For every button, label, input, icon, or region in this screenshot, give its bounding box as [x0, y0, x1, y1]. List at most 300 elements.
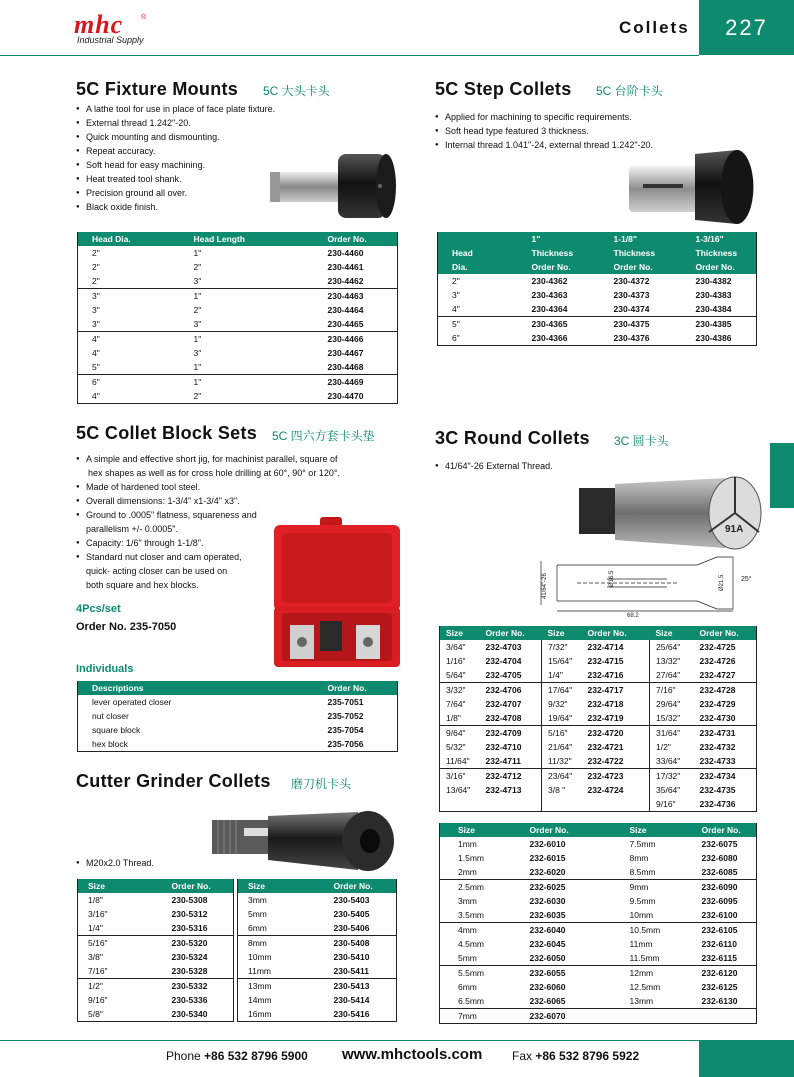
- individuals-label: Individuals: [76, 663, 134, 675]
- col-header: Thickness: [518, 246, 600, 260]
- table-cell: 230-4376: [613, 333, 650, 343]
- col-header: Order No.: [314, 681, 398, 695]
- table-cell: 232-4729: [699, 699, 736, 709]
- metric-collets-rows: [440, 837, 757, 1024]
- table-row: [440, 994, 757, 1009]
- table-cell: 19/64": [542, 711, 584, 726]
- table-row: [440, 726, 757, 741]
- page-number: 227: [699, 0, 794, 55]
- table-cell: 230-5413: [320, 979, 397, 994]
- collet-head-marking: 91A: [725, 524, 744, 535]
- table-cell: 230-4382: [695, 276, 732, 286]
- table-cell: 7/64": [446, 699, 466, 709]
- table-row: [440, 837, 757, 851]
- table-cell: 10.5mm: [616, 923, 688, 938]
- table-row: [238, 1007, 397, 1022]
- table-cell: 10mm: [629, 910, 654, 920]
- brand-subtitle: Industrial Supply: [77, 35, 144, 45]
- table-cell: 1": [193, 362, 202, 372]
- table-cell: 4": [78, 332, 180, 347]
- table-row: [440, 711, 757, 726]
- set-quantity-label: 4Pcs/set: [76, 603, 121, 615]
- table-cell: 15/64": [542, 654, 584, 668]
- table-cell: 1/2": [650, 740, 696, 754]
- table-cell: 1.5mm: [458, 853, 484, 863]
- table-cell: 6": [78, 375, 180, 390]
- fixture-mount-image: [268, 150, 398, 222]
- table-cell: 230-5403: [333, 895, 370, 905]
- table-cell: 3": [193, 276, 202, 286]
- table-cell: 232-4735: [699, 785, 736, 795]
- col-header: Order No.: [314, 232, 398, 246]
- table-cell: 9/64": [440, 726, 482, 741]
- table-cell: 232-6105: [688, 923, 757, 938]
- table-cell: 9.5mm: [629, 896, 656, 906]
- table-row: [440, 980, 757, 994]
- table-row: [238, 921, 397, 936]
- table-cell: 232-4709: [482, 726, 542, 741]
- step-collets-features: [435, 110, 705, 152]
- table-cell: 3/16": [440, 769, 482, 784]
- table-cell: 232-6055: [516, 966, 616, 981]
- table-cell: 1": [180, 332, 314, 347]
- table-cell: 232-6015: [529, 853, 566, 863]
- table-cell: 232-6090: [688, 880, 757, 895]
- table-cell: 232-4714: [587, 642, 624, 652]
- table-cell: 8mm: [238, 936, 320, 951]
- table-cell: 230-5312: [171, 909, 208, 919]
- table-cell: 5/16": [542, 726, 584, 741]
- col-header: Descriptions: [78, 681, 314, 695]
- table-cell: 230-4373: [613, 290, 650, 300]
- table-row: [238, 936, 397, 951]
- taper-angle: 25°: [741, 576, 752, 583]
- table-cell: 232-6060: [529, 982, 566, 992]
- table-cell: 232-6075: [701, 839, 738, 849]
- table-row: [78, 317, 398, 332]
- table-cell: 232-4706: [482, 683, 542, 698]
- table-cell: 232-6080: [701, 853, 738, 863]
- feature-item: ● M20x2.0 Thread.: [76, 856, 276, 870]
- metric-collets-table: [439, 823, 757, 1024]
- feature-item: ● A simple and effective short jig, for machinist parallel, square of hex shapes as well as for cross hole drilling at 60°, 90° or 120°.: [76, 454, 340, 478]
- table-cell: 6mm: [458, 982, 477, 992]
- table-cell: 17/32": [650, 769, 696, 784]
- table-cell: 232-4703: [485, 642, 522, 652]
- table-row: [78, 936, 234, 951]
- col-header: Head Length: [180, 232, 314, 246]
- feature-item: ● Quick mounting and dismounting.: [76, 130, 316, 144]
- table-cell: 1/8": [88, 895, 103, 905]
- table-cell: 16mm: [248, 1009, 272, 1019]
- table-cell: 5/32": [446, 742, 466, 752]
- feature-item: ● 41/64"-26 External Thread.: [435, 459, 635, 473]
- col-header: Head: [438, 246, 518, 260]
- table-cell: 235-7056: [327, 739, 364, 749]
- block-sets-rows: [78, 695, 398, 752]
- table-cell: 3mm: [248, 895, 267, 905]
- table-cell: 8.5mm: [629, 867, 656, 877]
- table-cell: [616, 1009, 688, 1024]
- table-cell: 230-4463: [314, 289, 398, 304]
- table-row: [78, 723, 398, 737]
- table-row: [78, 695, 398, 709]
- footer-fax: Fax +86 532 8796 5922: [512, 1049, 640, 1063]
- table-cell: 230-4460: [327, 248, 364, 258]
- table-cell: 230-4462: [327, 276, 364, 286]
- table-row: [78, 921, 234, 936]
- step-collets-rows: [438, 274, 757, 346]
- table-cell: 230-5408: [320, 936, 397, 951]
- table-cell: 232-6130: [701, 996, 738, 1006]
- table-row: [440, 640, 757, 654]
- table-cell: 7/16": [650, 683, 696, 698]
- table-cell: 232-4713: [485, 785, 522, 795]
- feature-item: ● Standard nut closer and cam operated, quick- acting closer can be used on both square and hex blocks.: [76, 552, 242, 590]
- table-cell: 232-4725: [699, 642, 736, 652]
- table-row: [238, 907, 397, 921]
- table-row: [440, 797, 757, 812]
- table-cell: 230-4365: [518, 317, 600, 332]
- table-cell: 9/16": [88, 995, 108, 1005]
- table-cell: 5/16": [78, 936, 158, 951]
- col-header: Head Dia.: [78, 232, 180, 246]
- table-cell: 232-6030: [529, 896, 566, 906]
- table-cell: 3.5mm: [458, 910, 484, 920]
- feature-item: ● Applied for machining to specific requirements.: [435, 110, 705, 124]
- table-cell: 3": [193, 319, 202, 329]
- table-cell: 232-6045: [529, 939, 566, 949]
- table-row: [78, 993, 234, 1007]
- table-cell: 230-4469: [314, 375, 398, 390]
- table-cell: 232-4731: [696, 726, 757, 741]
- table-cell: 1/8": [446, 713, 461, 723]
- table-cell: square block: [92, 725, 141, 735]
- table-cell: 230-4466: [314, 332, 398, 347]
- feature-item: ● Repeat accuracy.: [76, 144, 316, 158]
- table-cell: 232-6035: [529, 910, 566, 920]
- table-cell: 3/8 ": [542, 783, 584, 797]
- table-cell: 4.5mm: [458, 939, 484, 949]
- block-set-case-image: [272, 517, 402, 670]
- table-row: [78, 346, 398, 360]
- fixture-mounts-title: 5C Fixture Mounts: [76, 79, 239, 99]
- table-row: [438, 317, 757, 332]
- table-row: [440, 668, 757, 683]
- feature-item: ● Capacity: 1/6" through 1-1/8".: [76, 538, 204, 548]
- col-header: Size: [238, 879, 320, 893]
- table-cell: 230-4363: [531, 290, 568, 300]
- table-row: [78, 979, 234, 994]
- table-cell: 230-5328: [171, 966, 208, 976]
- table-cell: 1": [193, 248, 202, 258]
- feature-item: ● Black oxide finish.: [76, 200, 316, 214]
- table-cell: 230-5411: [333, 966, 369, 976]
- set-order-number: Order No. 235-7050: [76, 621, 177, 633]
- fixture-mounts-title-cn: 5C 大头卡头: [263, 84, 330, 98]
- round-collets-table: [439, 626, 757, 812]
- table-cell: 232-6040: [516, 923, 616, 938]
- table-row: [78, 375, 398, 390]
- side-tab-marker: [770, 443, 794, 508]
- table-cell: 9/32": [542, 697, 584, 711]
- table-row: [238, 993, 397, 1007]
- col-header: Size: [616, 823, 688, 837]
- table-cell: 232-4733: [699, 756, 736, 766]
- table-cell: 13/32": [650, 654, 696, 668]
- table-cell: 2": [193, 305, 202, 315]
- table-cell: 232-6085: [701, 867, 738, 877]
- table-cell: 7/16": [88, 966, 108, 976]
- table-cell: 6mm: [248, 923, 267, 933]
- table-cell: 235-7052: [327, 711, 364, 721]
- table-cell: 232-4730: [699, 713, 736, 723]
- col-header: Order No.: [600, 260, 682, 274]
- table-cell: 230-5416: [333, 1009, 370, 1019]
- block-sets-table: [77, 681, 398, 752]
- table-cell: 4": [92, 348, 100, 358]
- table-row: [440, 894, 757, 908]
- table-cell: 1/16": [446, 656, 466, 666]
- table-cell: 232-4721: [587, 742, 624, 752]
- table-cell: 232-4736: [699, 799, 736, 809]
- head-diameter: Ø21.5: [719, 574, 725, 591]
- feature-item: ● Overall dimensions: 1-3/4" x1-3/4" x3".: [76, 496, 240, 506]
- table-cell: 2.5mm: [440, 880, 516, 895]
- table-cell: 232-4719: [587, 713, 624, 723]
- table-cell: 4mm: [440, 923, 516, 938]
- table-cell: 232-6095: [701, 896, 738, 906]
- col-header: Order No.: [682, 260, 757, 274]
- table-cell: 15/32": [650, 711, 696, 726]
- table-cell: 232-4707: [485, 699, 522, 709]
- table-cell: 230-4465: [327, 319, 364, 329]
- table-cell: 230-5336: [171, 995, 208, 1005]
- table-cell: 230-4386: [695, 333, 732, 343]
- table-cell: 35/64": [650, 783, 696, 797]
- table-row: [438, 288, 757, 302]
- table-cell: 230-5316: [171, 923, 208, 933]
- table-cell: 21/64": [542, 740, 584, 754]
- table-row: [238, 893, 397, 907]
- table-cell: 13mm: [629, 996, 654, 1006]
- table-row: [440, 1009, 757, 1024]
- table-cell: 6.5mm: [458, 996, 484, 1006]
- table-cell: 12mm: [616, 966, 688, 981]
- table-cell: 230-4374: [613, 304, 650, 314]
- table-cell: 11/32": [542, 754, 584, 769]
- table-cell: 232-6125: [701, 982, 738, 992]
- table-cell: hex block: [92, 739, 128, 749]
- table-cell: 232-4724: [587, 785, 624, 795]
- table-cell: 230-4470: [327, 391, 364, 401]
- grinder-collets-features: [76, 856, 276, 870]
- round-collets-title-cn: 3C 圆卡头: [614, 434, 669, 448]
- table-cell: 232-4720: [584, 726, 650, 741]
- table-cell: 230-5308: [171, 895, 208, 905]
- col-header: Order No.: [482, 626, 542, 640]
- table-cell: 232-4726: [699, 656, 736, 666]
- table-cell: 2": [92, 276, 100, 286]
- table-cell: 3/8": [88, 952, 103, 962]
- table-cell: 1": [180, 375, 314, 390]
- round-collet-image: [575, 474, 767, 552]
- table-cell: 3/16": [88, 909, 108, 919]
- col-header: Thickness: [600, 246, 682, 260]
- table-cell: 230-5414: [333, 995, 370, 1005]
- table-cell: 232-6110: [701, 939, 737, 949]
- table-row: [238, 964, 397, 979]
- table-row: [440, 923, 757, 938]
- col-header: Size: [440, 823, 516, 837]
- registered-mark: ®: [141, 14, 147, 21]
- table-row: [440, 937, 757, 951]
- table-cell: 17/64": [542, 683, 584, 698]
- table-cell: 11mm: [248, 966, 271, 976]
- table-cell: [688, 1009, 757, 1024]
- table-cell: lever operated closer: [92, 697, 172, 707]
- table-row: [440, 654, 757, 668]
- col-header: Size: [78, 879, 158, 893]
- step-collets-title-cn: 5C 台阶卡头: [596, 84, 663, 98]
- table-cell: 31/64": [650, 726, 696, 741]
- col-header: Size: [542, 626, 584, 640]
- table-cell: [440, 797, 482, 812]
- table-cell: 1mm: [458, 839, 477, 849]
- step-collet-image: [625, 148, 760, 226]
- table-row: [78, 950, 234, 964]
- table-cell: 5": [438, 317, 518, 332]
- table-cell: 12.5mm: [629, 982, 661, 992]
- table-cell: 2": [92, 262, 100, 272]
- table-cell: 232-4728: [696, 683, 757, 698]
- table-cell: 230-4461: [327, 262, 364, 272]
- feature-item: ● External thread 1.242"-20.: [76, 116, 316, 130]
- table-cell: 230-4468: [327, 362, 364, 372]
- inner-diameter: Ø16.5: [609, 570, 615, 587]
- table-cell: 2mm: [458, 867, 477, 877]
- col-header: Order No.: [320, 879, 397, 893]
- block-sets-title: 5C Collet Block Sets: [76, 423, 258, 443]
- table-cell: 232-4722: [587, 756, 624, 766]
- col-header: Order No.: [518, 260, 600, 274]
- table-row: [78, 260, 398, 274]
- table-cell: 1/4": [88, 923, 103, 933]
- table-row: [78, 709, 398, 723]
- table-cell: 232-4712: [482, 769, 542, 784]
- table-cell: 232-4717: [584, 683, 650, 698]
- table-cell: 230-5340: [171, 1009, 208, 1019]
- table-cell: 230-4366: [531, 333, 568, 343]
- table-cell: 7mm: [440, 1009, 516, 1024]
- table-row: [438, 274, 757, 288]
- table-cell: 8mm: [629, 853, 649, 863]
- table-row: [440, 683, 757, 698]
- table-cell: 232-6050: [529, 953, 566, 963]
- col-header: Thickness: [682, 246, 757, 260]
- table-cell: 235-7054: [327, 725, 364, 735]
- table-cell: 232-6120: [688, 966, 757, 981]
- table-cell: 232-4715: [587, 656, 624, 666]
- grinder-metric-rows: [238, 893, 397, 1022]
- table-row: [78, 893, 234, 907]
- footer-website[interactable]: www.mhctools.com: [342, 1046, 483, 1063]
- table-cell: 4": [452, 304, 460, 314]
- grinder-collets-title-cn: 磨刀机卡头: [291, 777, 352, 791]
- table-row: [438, 331, 757, 346]
- table-cell: 230-4464: [327, 305, 364, 315]
- grinder-collets-title: Cutter Grinder Collets: [76, 771, 271, 791]
- table-cell: 232-4704: [485, 656, 522, 666]
- table-cell: 230-4362: [531, 276, 568, 286]
- table-cell: 232-4718: [587, 699, 624, 709]
- grinder-inch-table: [77, 879, 234, 1022]
- table-cell: 230-5324: [171, 952, 208, 962]
- grinder-metric-table: [237, 879, 397, 1022]
- table-cell: 230-4383: [695, 290, 732, 300]
- overall-length: 68.2: [627, 613, 639, 619]
- table-cell: 33/64": [650, 754, 696, 769]
- table-row: [78, 964, 234, 979]
- table-cell: 232-6065: [529, 996, 566, 1006]
- table-cell: 3/32": [440, 683, 482, 698]
- table-cell: 5/8": [88, 1009, 103, 1019]
- header-rule: [0, 55, 699, 56]
- table-cell: 232-4732: [699, 742, 736, 752]
- table-cell: 29/64": [650, 697, 696, 711]
- table-row: [78, 246, 398, 260]
- col-header: Order No.: [516, 823, 616, 837]
- table-cell: nut closer: [92, 711, 129, 721]
- table-row: [78, 907, 234, 921]
- table-cell: [482, 797, 542, 812]
- table-row: [440, 966, 757, 981]
- thread-dimension: 41/64"-26: [542, 573, 548, 599]
- table-cell: 1/2": [78, 979, 158, 994]
- table-cell: 7.5mm: [629, 839, 656, 849]
- feature-item: ● Precision ground all over.: [76, 186, 316, 200]
- feature-item: ● Ground to .0005" flatness, squareness and parallelism +/- 0.0005".: [76, 510, 257, 534]
- col-header: 1": [518, 232, 600, 246]
- feature-item: ● Made of hardened tool steel.: [76, 482, 201, 492]
- table-row: [438, 302, 757, 317]
- table-cell: 232-4723: [584, 769, 650, 784]
- table-row: [440, 740, 757, 754]
- feature-item: ● Heat treated tool shank.: [76, 172, 316, 186]
- feature-item: ● Soft head type featured 3 thickness.: [435, 124, 705, 138]
- step-collets-table: [437, 232, 757, 346]
- table-cell: 23/64": [542, 769, 584, 784]
- table-cell: 232-6010: [529, 839, 566, 849]
- table-cell: 27/64": [650, 668, 696, 683]
- table-row: [440, 754, 757, 769]
- table-cell: 9mm: [616, 880, 688, 895]
- col-header: Order No.: [158, 879, 234, 893]
- page-category-title: Collets: [619, 18, 690, 37]
- table-row: [78, 360, 398, 375]
- feature-item: ● Internal thread 1.041"-24, external thread 1.242"-20.: [435, 138, 705, 152]
- table-cell: 5": [92, 362, 100, 372]
- table-cell: 25/64": [650, 640, 696, 654]
- table-cell: 230-5332: [158, 979, 234, 994]
- table-cell: 2": [452, 276, 460, 286]
- feature-item: ● A lathe tool for use in place of face plate fixture.: [76, 102, 316, 116]
- table-cell: 5mm: [458, 953, 477, 963]
- table-cell: 1": [180, 289, 314, 304]
- footer-rule: [0, 1040, 699, 1041]
- table-cell: 11mm: [629, 939, 653, 949]
- col-header: Order No.: [696, 626, 757, 640]
